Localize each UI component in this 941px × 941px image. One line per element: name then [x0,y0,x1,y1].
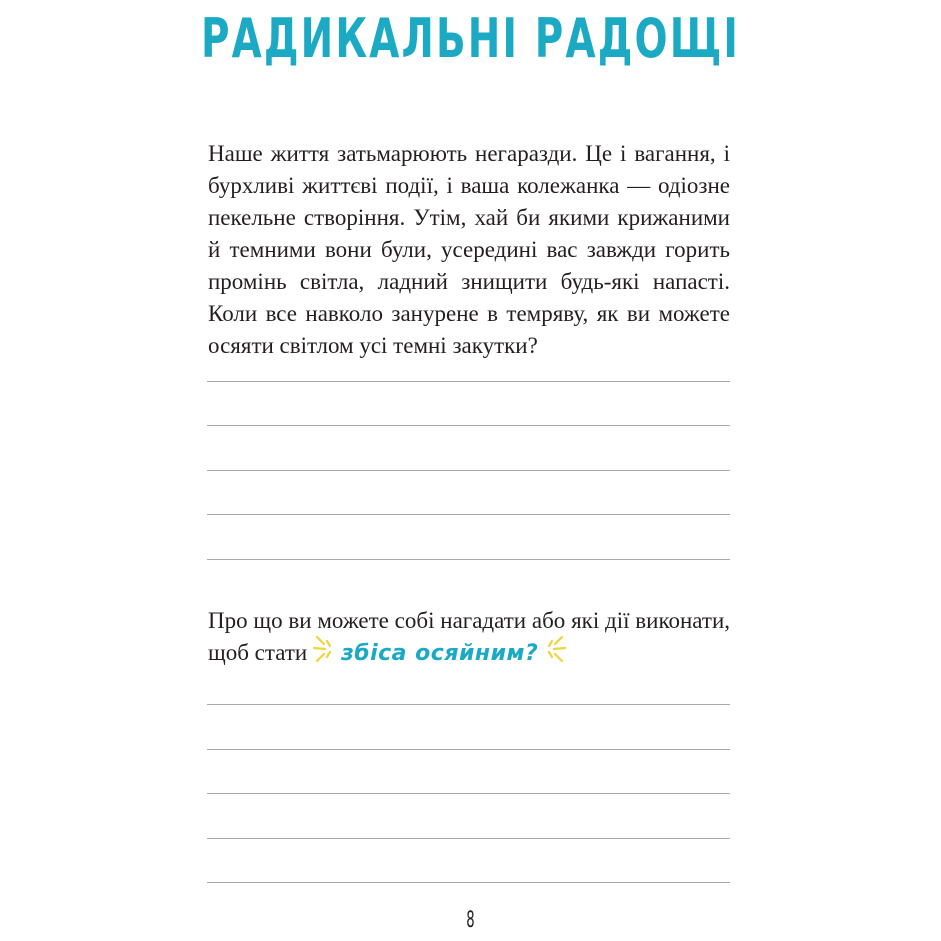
sparkle-left-icon [311,631,339,667]
writing-line [207,882,730,883]
question-paragraph [208,605,730,670]
writing-line [207,793,730,794]
page-title: РАДИКАЛЬНІ РАДОЩІ [200,7,741,70]
sparkle-right-icon [540,631,568,667]
intro-paragraph: Наше життя затьмарюють негаразди. Це і вагання, і бурхливі життєві події, і ваша колежанка — одіозне пекельне створіння. Утім, хай би якими крижаними й темними вони були, усередині вас завжди горить промінь світла, ладний знищити будь-які напасті. Коли все навколо занурене в темряву, як ви можете осяяти світлом усі темні закутки? [208,141,730,358]
emphasis-group [313,637,566,670]
writing-line [207,514,730,515]
writing-line [207,704,730,705]
emphasis-text: збіса осяйним? [340,641,539,666]
writing-line [207,838,730,839]
page-number: 8 [466,908,475,933]
question-text: Про що ви можете собі нагадати або які дії виконати, щоб стати [208,608,730,665]
writing-line [207,381,730,382]
writing-line [207,559,730,560]
writing-line [207,425,730,426]
writing-line [207,470,730,471]
writing-line [207,749,730,750]
